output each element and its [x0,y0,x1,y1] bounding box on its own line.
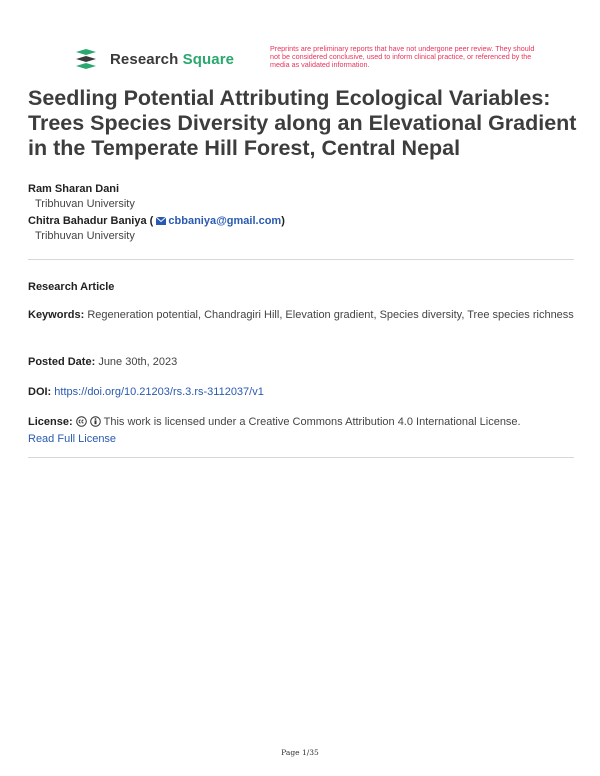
envelope-icon [156,217,166,225]
author-email-link[interactable] [153,215,281,227]
keywords [28,307,574,324]
paper-title: Seedling Potential Attributing Ecological Variables: Trees Species Diversity along an Elevational Gradient in the Temperate Hill Forest, Central Nepal [28,86,577,160]
keywords-label: Keywords: [28,309,85,321]
doi-link[interactable]: https://doi.org/10.21203/rs.3.rs-3112037/v1 [54,386,264,398]
license-text: This work is licensed under a Creative Commons Attribution 4.0 International License. [103,416,521,428]
posted-date [28,354,574,371]
attribution-icon [90,416,101,427]
author-name: Ram Sharan Dani [28,183,120,195]
read-full-license-link[interactable]: Read Full License [28,433,117,445]
doi [28,384,574,401]
author-email: cbbaniya@gmail.com [168,215,282,227]
divider [28,259,574,260]
research-square-wordmark: Research Square [110,50,235,68]
divider [28,457,574,458]
posted-date-value: June 30th, 2023 [98,356,178,368]
preprint-disclaimer: Preprints are preliminary reports that have not undergone peer review. They should not be considered conclusive, used to inform clinical practice, or referenced by the media as validated information. [270,44,535,70]
author-affiliation: Tribhuvan University [35,198,135,210]
keywords-value: Regeneration potential, Chandragiri Hill, Elevation gradient, Species diversity, Tree species richness [87,309,574,321]
research-square-logo-icon [74,48,102,70]
author-affiliation: Tribhuvan University [35,230,135,242]
doi-label: DOI: [28,386,52,398]
author-name-text: Chitra Bahadur Baniya [28,215,147,227]
author-list [28,182,285,246]
research-square-logo[interactable] [74,48,234,70]
article-type [28,279,574,296]
posted-date-label: Posted Date: [28,356,96,368]
article-type-value: Research Article [28,281,115,293]
license-label: License: [28,416,73,428]
license [28,414,574,448]
creative-commons-icon [76,416,87,427]
page-number: Page 1/35 [281,748,319,757]
author-name: Chitra Bahadur Baniya ( cbbaniya@gmail.com) [28,215,285,227]
